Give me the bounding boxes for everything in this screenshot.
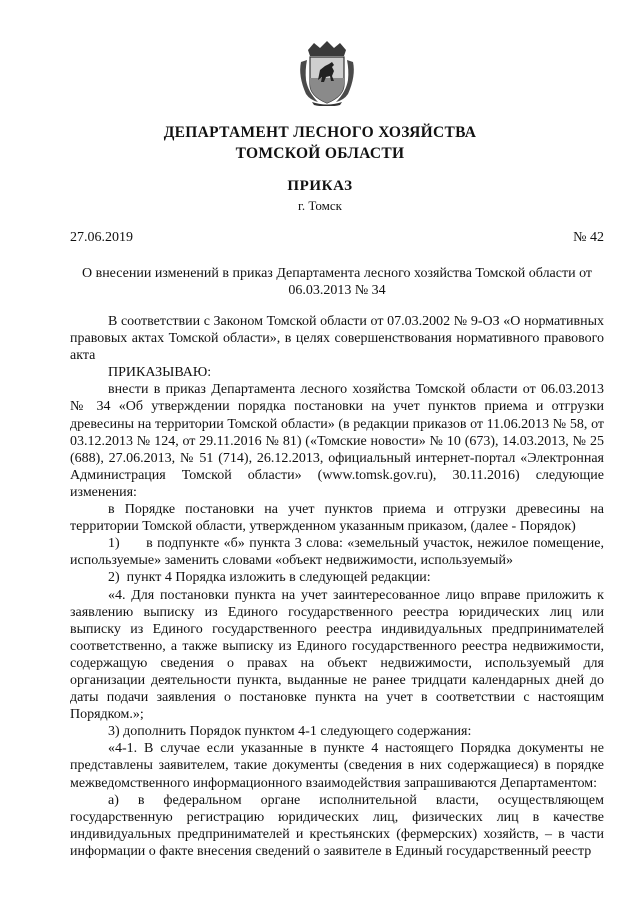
paragraph-amend-intro: внести в приказ Департамента лесного хозяйства Томской области от 06.03.2013 № 34 «Об утверждении порядка постановки на учет пунктов приема и отгрузки древесины на территории Томской области» (в редакции приказов от 11.06.2013 № 58, от 03.12.2013 № 124, от 29.11.2016 № 81) («Томские новости» № 10 (673), 14.03.2013, № 25 (688), 27.06.2013, № 51 (714), 26.12.2013, официальный интернет-портал «Электронная Администрация Томской области» (www.tomsk.gov.ru), 30.11.2016) следующие изменения: bbox=[70, 382, 604, 500]
order-city: г. Томск bbox=[298, 198, 342, 213]
order-title: ПРИКАЗ bbox=[287, 178, 353, 194]
paragraph-item-4-text: «4. Для постановки пункта на учет заинтересованное лицо вправе приложить к заявлению выписку из Единого государственного реестра юридических лиц или выписку из Единого государственного реестра индивидуальных предпринимателей соответственно, а также выписку из Единого государственного реестра недвижимости, содержащую сведения о правах на объект недвижимости, используемый для организации деятельности пункта, выданные не ранее тридцати календарных дней до даты подачи заявления о постановке пункта на учет в соответствии с настоящим Порядком.»; bbox=[70, 587, 604, 723]
department-title-line2: ТОМСКОЙ ОБЛАСТИ bbox=[235, 145, 405, 162]
paragraph-order-word: ПРИКАЗЫВАЮ: bbox=[108, 365, 212, 381]
paragraph-subitem-a: а) в федеральном органе исполнительной власти, осуществляющем государственную регистрацию юридических лиц, физических лиц в качестве индивидуальных предпринимателей и крестьянских (фермерских) хозяйств, – в части информации о факте внесения сведений о заявителе в Единый государственный реестр bbox=[70, 792, 604, 859]
paragraph-procedure: в Порядке постановки на учет пунктов приема и отгрузки древесины на территории Томской области, утвержденном указанным приказом, (далее - Порядок) bbox=[70, 502, 604, 535]
paragraph-basis: В соответствии с Законом Томской области от 07.03.2002 № 9-ОЗ «О нормативных правовых актах Томской области», в целях совершенствования нормативного правового акта bbox=[70, 314, 604, 364]
order-body bbox=[70, 313, 608, 860]
paragraph-item-2: 2) пункт 4 Порядка изложить в следующей редакции: bbox=[108, 570, 431, 586]
order-subject: О внесении изменений в приказ Департамента лесного хозяйства Томской области от 06.03.2013 № 34 bbox=[81, 266, 593, 298]
order-meta-row bbox=[70, 230, 604, 246]
paragraph-item-1: 1) в подпункте «б» пункта 3 слова: «земельный участок, нежилое помещение, используемые» заменить словами «объект недвижимости, используемый» bbox=[70, 536, 608, 569]
department-title-line1: ДЕПАРТАМЕНТ ЛЕСНОГО ХОЗЯЙСТВА bbox=[163, 124, 477, 141]
coat-of-arms-icon bbox=[296, 40, 358, 106]
order-number: № 42 bbox=[573, 230, 604, 245]
department-title bbox=[0, 122, 640, 164]
paragraph-item-4-1-text: «4-1. В случае если указанные в пункте 4 настоящего Порядка документы не представлены заявителем, такие документы (сведения в них содержащиеся) в порядке межведомственного информационного взаимодействия запрашиваются Департаментом: bbox=[70, 741, 604, 791]
order-date: 27.06.2019 bbox=[70, 230, 133, 245]
paragraph-item-3: 3) дополнить Порядок пунктом 4-1 следующего содержания: bbox=[108, 724, 472, 740]
